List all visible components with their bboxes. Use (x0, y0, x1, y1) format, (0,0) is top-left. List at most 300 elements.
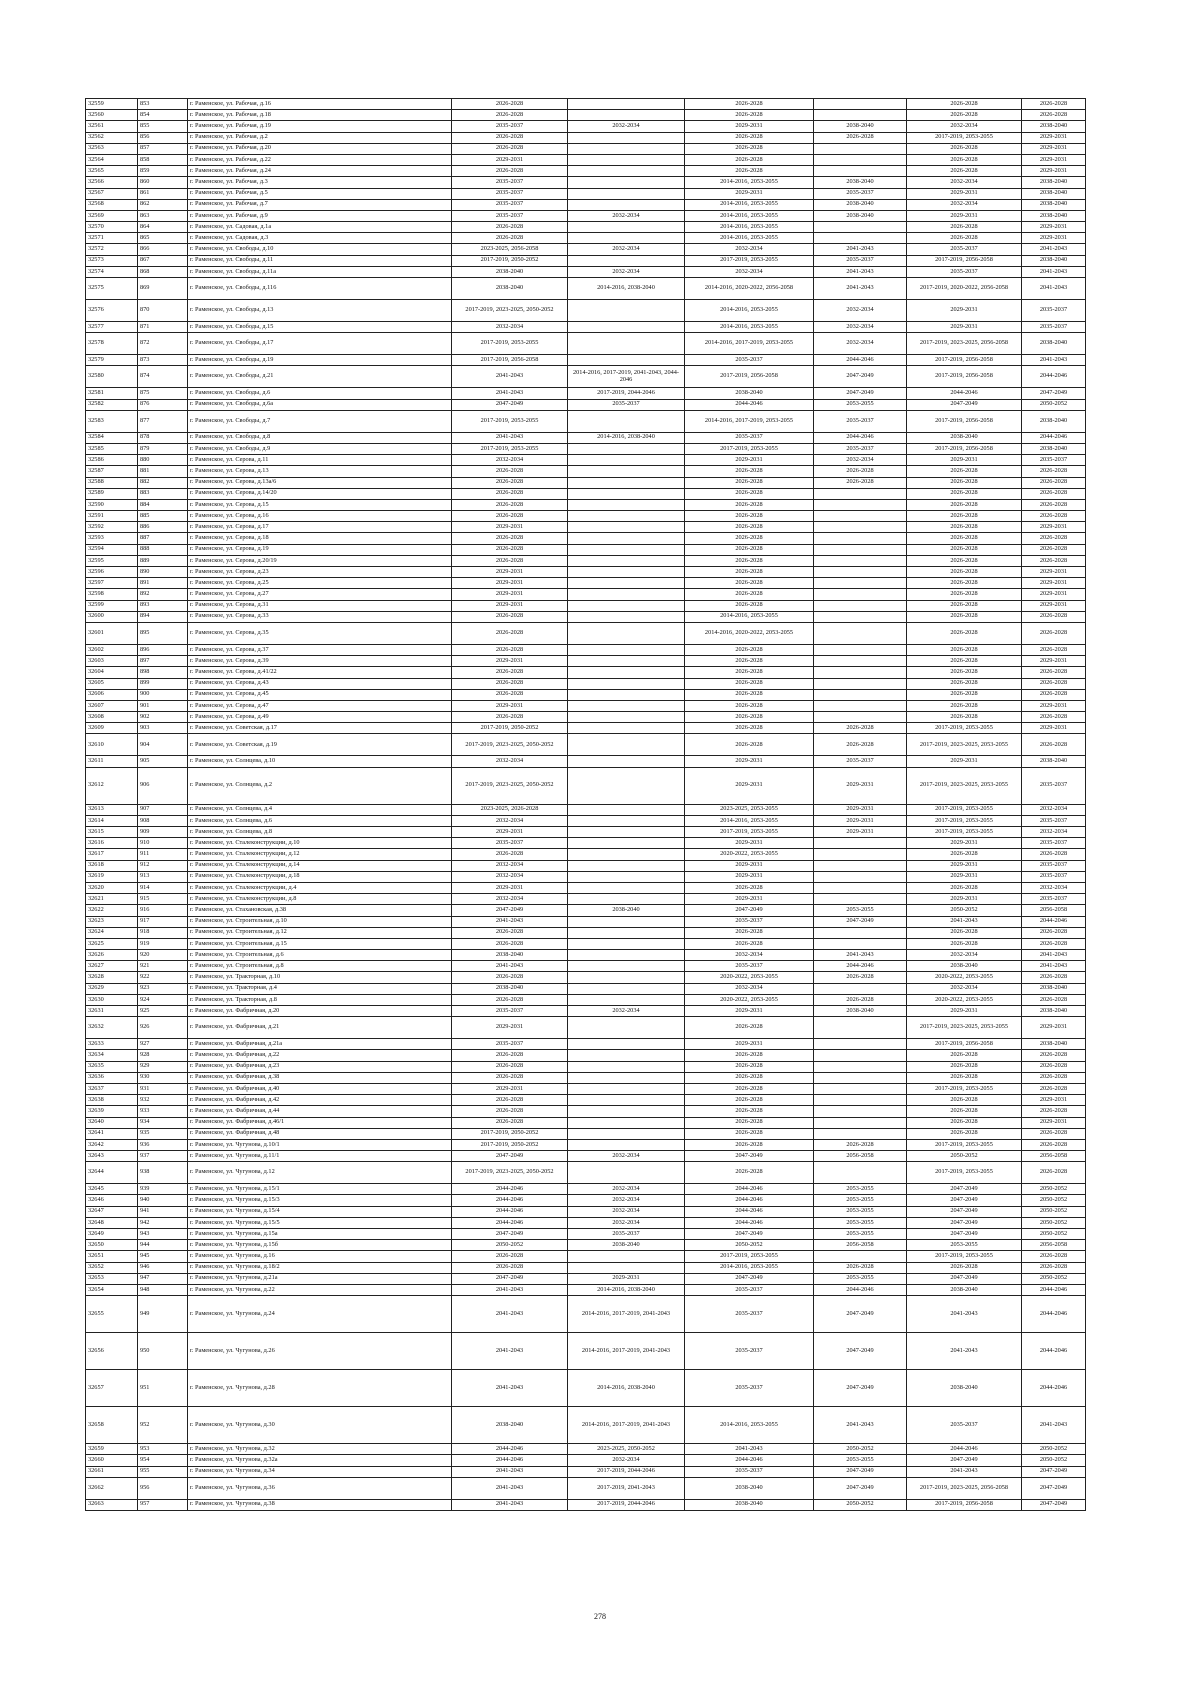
period-3-cell: 2026-2028 (685, 927, 814, 938)
period-5-cell: 2020-2022, 2053-2055 (907, 972, 1022, 983)
period-6-cell: 2044-2046 (1022, 432, 1086, 443)
period-1-cell: 2035-2037 (452, 1039, 568, 1050)
period-1-cell: 2029-2031 (452, 154, 568, 165)
period-1-cell: 2026-2028 (452, 110, 568, 121)
period-5-cell: 2029-2031 (907, 1006, 1022, 1017)
period-6-cell: 2038-2040 (1022, 188, 1086, 199)
period-5-cell: 2017-2019, 2023-2025, 2053-2055 (907, 1017, 1022, 1039)
period-6-cell: 2050-2052 (1022, 1273, 1086, 1284)
period-5-cell: 2026-2028 (907, 1117, 1022, 1128)
period-1-cell: 2050-2052 (452, 1240, 568, 1251)
period-2-cell (568, 567, 685, 578)
table-row (86, 860, 1086, 871)
address-cell: г. Раменское, ул. Строительная, д.12 (188, 927, 452, 938)
table-row (86, 166, 1086, 177)
period-5-cell: 2029-2031 (907, 455, 1022, 466)
period-5-cell: 2032-2034 (907, 121, 1022, 132)
address-cell: г. Раменское, ул. Серова, д.13 (188, 466, 452, 477)
period-3-cell: 2026-2028 (685, 589, 814, 600)
row-number-cell: 877 (138, 410, 188, 432)
table-row (86, 388, 1086, 399)
period-6-cell: 2026-2028 (1022, 544, 1086, 555)
record-id-cell: 32651 (86, 1251, 138, 1262)
period-4-cell (814, 533, 907, 544)
record-id-cell: 32614 (86, 815, 138, 826)
row-number-cell: 904 (138, 734, 188, 756)
period-4-cell (814, 499, 907, 510)
period-4-cell: 2035-2037 (814, 443, 907, 454)
period-4-cell: 2041-2043 (814, 1407, 907, 1444)
period-5-cell: 2017-2019, 2056-2058 (907, 366, 1022, 388)
period-1-cell: 2026-2028 (452, 644, 568, 655)
period-1-cell: 2035-2037 (452, 210, 568, 221)
period-1-cell: 2023-2025, 2056-2058 (452, 244, 568, 255)
table-row (86, 333, 1086, 355)
address-cell: г. Раменское, ул. Серова, д.23 (188, 567, 452, 578)
period-2-cell (568, 1095, 685, 1106)
period-1-cell: 2029-2031 (452, 567, 568, 578)
record-id-cell: 32560 (86, 110, 138, 121)
period-6-cell: 2029-2031 (1022, 700, 1086, 711)
period-1-cell: 2038-2040 (452, 278, 568, 300)
row-number-cell: 894 (138, 611, 188, 622)
table-row (86, 143, 1086, 154)
period-4-cell (814, 544, 907, 555)
period-6-cell: 2026-2028 (1022, 734, 1086, 756)
period-4-cell (814, 511, 907, 522)
period-1-cell: 2032-2034 (452, 756, 568, 767)
period-5-cell: 2029-2031 (907, 188, 1022, 199)
table-row (86, 222, 1086, 233)
period-5-cell: 2041-2043 (907, 1466, 1022, 1477)
period-2-cell: 2014-2016, 2017-2019, 2041-2043 (568, 1407, 685, 1444)
period-3-cell: 2014-2016, 2053-2055 (685, 210, 814, 221)
period-2-cell (568, 333, 685, 355)
period-1-cell: 2026-2028 (452, 555, 568, 566)
period-1-cell: 2026-2028 (452, 689, 568, 700)
period-2-cell (568, 1162, 685, 1184)
period-2-cell (568, 1072, 685, 1083)
row-number-cell: 908 (138, 815, 188, 826)
period-4-cell (814, 567, 907, 578)
period-1-cell: 2026-2028 (452, 1106, 568, 1117)
table-row (86, 466, 1086, 477)
period-1-cell: 2035-2037 (452, 838, 568, 849)
period-3-cell: 2014-2016, 2053-2055 (685, 1407, 814, 1444)
period-6-cell: 2041-2043 (1022, 1407, 1086, 1444)
period-3-cell: 2020-2022, 2053-2055 (685, 994, 814, 1005)
row-number-cell: 957 (138, 1499, 188, 1510)
row-number-cell: 903 (138, 723, 188, 734)
row-number-cell: 923 (138, 983, 188, 994)
record-id-cell: 32631 (86, 1006, 138, 1017)
period-3-cell: 2029-2031 (685, 188, 814, 199)
period-2-cell (568, 1128, 685, 1139)
row-number-cell: 947 (138, 1273, 188, 1284)
period-3-cell: 2038-2040 (685, 388, 814, 399)
period-1-cell: 2029-2031 (452, 1083, 568, 1094)
row-number-cell: 930 (138, 1072, 188, 1083)
row-number-cell: 905 (138, 756, 188, 767)
period-3-cell: 2026-2028 (685, 544, 814, 555)
period-4-cell: 2053-2055 (814, 1184, 907, 1195)
address-cell: г. Раменское, ул. Садовая, д.3 (188, 233, 452, 244)
row-number-cell: 936 (138, 1139, 188, 1150)
period-5-cell: 2050-2052 (907, 1151, 1022, 1162)
table-row (86, 1217, 1086, 1228)
period-1-cell: 2035-2037 (452, 199, 568, 210)
record-id-cell: 32572 (86, 244, 138, 255)
period-2-cell: 2029-2031 (568, 1273, 685, 1284)
period-5-cell: 2026-2028 (907, 99, 1022, 110)
period-1-cell: 2017-2019, 2023-2025, 2050-2052 (452, 300, 568, 322)
record-id-cell: 32648 (86, 1217, 138, 1228)
period-5-cell: 2026-2028 (907, 656, 1022, 667)
address-cell: г. Раменское, ул. Чугунова, д.36 (188, 1477, 452, 1499)
row-number-cell: 920 (138, 950, 188, 961)
period-2-cell (568, 871, 685, 882)
period-3-cell: 2026-2028 (685, 1162, 814, 1184)
period-1-cell: 2041-2043 (452, 916, 568, 927)
period-6-cell: 2044-2046 (1022, 366, 1086, 388)
record-id-cell: 32574 (86, 266, 138, 277)
record-id-cell: 32613 (86, 804, 138, 815)
address-cell: г. Раменское, ул. Серова, д.37 (188, 644, 452, 655)
period-4-cell (814, 589, 907, 600)
period-3-cell: 2029-2031 (685, 455, 814, 466)
period-3-cell: 2026-2028 (685, 734, 814, 756)
period-3-cell: 2047-2049 (685, 1229, 814, 1240)
record-id-cell: 32647 (86, 1206, 138, 1217)
period-2-cell (568, 1061, 685, 1072)
row-number-cell: 925 (138, 1006, 188, 1017)
period-4-cell (814, 488, 907, 499)
period-4-cell: 2026-2028 (814, 994, 907, 1005)
table-row (86, 278, 1086, 300)
row-number-cell: 899 (138, 678, 188, 689)
address-cell: г. Раменское, ул. Фабричная, д.44 (188, 1106, 452, 1117)
address-cell: г. Раменское, ул. Серова, д.49 (188, 712, 452, 723)
period-1-cell: 2026-2028 (452, 1050, 568, 1061)
period-1-cell: 2044-2046 (452, 1455, 568, 1466)
address-cell: г. Раменское, ул. Серова, д.43 (188, 678, 452, 689)
period-6-cell: 2029-2031 (1022, 656, 1086, 667)
period-3-cell: 2035-2037 (685, 961, 814, 972)
period-5-cell: 2026-2028 (907, 611, 1022, 622)
row-number-cell: 866 (138, 244, 188, 255)
period-3-cell: 2026-2028 (685, 600, 814, 611)
period-6-cell: 2026-2028 (1022, 689, 1086, 700)
period-3-cell: 2020-2022, 2053-2055 (685, 972, 814, 983)
row-number-cell: 891 (138, 578, 188, 589)
table-row (86, 1273, 1086, 1284)
period-3-cell: 2026-2028 (685, 154, 814, 165)
record-id-cell: 32660 (86, 1455, 138, 1466)
table-row (86, 1151, 1086, 1162)
period-2-cell: 2017-2019, 2044-2046 (568, 1466, 685, 1477)
period-2-cell (568, 916, 685, 927)
period-5-cell: 2047-2049 (907, 1217, 1022, 1228)
record-id-cell: 32610 (86, 734, 138, 756)
record-id-cell: 32576 (86, 300, 138, 322)
period-1-cell: 2017-2019, 2053-2055 (452, 443, 568, 454)
period-6-cell: 2038-2040 (1022, 1006, 1086, 1017)
period-1-cell: 2026-2028 (452, 622, 568, 644)
period-4-cell (814, 110, 907, 121)
period-5-cell: 2047-2049 (907, 1455, 1022, 1466)
period-6-cell: 2050-2052 (1022, 1206, 1086, 1217)
table-row (86, 734, 1086, 756)
period-3-cell: 2020-2022, 2053-2055 (685, 849, 814, 860)
period-5-cell: 2026-2028 (907, 1262, 1022, 1273)
period-5-cell: 2026-2028 (907, 938, 1022, 949)
record-id-cell: 32659 (86, 1444, 138, 1455)
period-3-cell: 2029-2031 (685, 1006, 814, 1017)
period-5-cell: 2053-2055 (907, 1240, 1022, 1251)
period-5-cell: 2026-2028 (907, 477, 1022, 488)
period-4-cell: 2047-2049 (814, 1296, 907, 1333)
period-6-cell: 2029-2031 (1022, 166, 1086, 177)
period-4-cell: 2053-2055 (814, 1195, 907, 1206)
period-4-cell (814, 938, 907, 949)
period-5-cell: 2029-2031 (907, 322, 1022, 333)
period-1-cell: 2047-2049 (452, 1273, 568, 1284)
period-2-cell (568, 1106, 685, 1117)
period-4-cell: 2029-2031 (814, 767, 907, 804)
period-6-cell: 2050-2052 (1022, 1455, 1086, 1466)
record-id-cell: 32644 (86, 1162, 138, 1184)
period-5-cell: 2026-2028 (907, 522, 1022, 533)
row-number-cell: 880 (138, 455, 188, 466)
table-row (86, 1455, 1086, 1466)
record-id-cell: 32617 (86, 849, 138, 860)
record-id-cell: 32654 (86, 1284, 138, 1295)
address-cell: г. Раменское, ул. Серова, д.19 (188, 544, 452, 555)
period-6-cell: 2041-2043 (1022, 355, 1086, 366)
record-id-cell: 32586 (86, 455, 138, 466)
period-4-cell (814, 656, 907, 667)
address-cell: г. Раменское, ул. Серова, д.20/19 (188, 555, 452, 566)
period-3-cell: 2017-2019, 2053-2055 (685, 443, 814, 454)
period-5-cell: 2029-2031 (907, 894, 1022, 905)
period-1-cell: 2029-2031 (452, 827, 568, 838)
period-3-cell: 2023-2025, 2053-2055 (685, 804, 814, 815)
address-cell: г. Раменское, ул. Рабочая, д.3 (188, 177, 452, 188)
period-2-cell (568, 1262, 685, 1273)
period-1-cell: 2041-2043 (452, 432, 568, 443)
address-cell: г. Раменское, ул. Чугунова, д.15/3 (188, 1195, 452, 1206)
period-5-cell: 2026-2028 (907, 166, 1022, 177)
address-cell: г. Раменское, ул. Фабричная, д.23 (188, 1061, 452, 1072)
period-3-cell: 2029-2031 (685, 860, 814, 871)
period-4-cell (814, 1061, 907, 1072)
table-row (86, 488, 1086, 499)
period-6-cell: 2026-2028 (1022, 1106, 1086, 1117)
period-6-cell: 2026-2028 (1022, 466, 1086, 477)
address-cell: г. Раменское, ул. Серова, д.17 (188, 522, 452, 533)
period-6-cell: 2026-2028 (1022, 1251, 1086, 1262)
period-5-cell: 2041-2043 (907, 916, 1022, 927)
period-6-cell: 2032-2034 (1022, 827, 1086, 838)
address-cell: г. Раменское, ул. Свободы, д.6а (188, 399, 452, 410)
period-4-cell: 2041-2043 (814, 278, 907, 300)
period-1-cell: 2026-2028 (452, 1251, 568, 1262)
period-4-cell: 2050-2052 (814, 1499, 907, 1510)
period-5-cell: 2026-2028 (907, 143, 1022, 154)
address-cell: г. Раменское, ул. Рабочая, д.19 (188, 121, 452, 132)
period-6-cell: 2026-2028 (1022, 611, 1086, 622)
period-4-cell: 2035-2037 (814, 188, 907, 199)
period-6-cell: 2044-2046 (1022, 1333, 1086, 1370)
period-3-cell: 2014-2016, 2020-2022, 2053-2055 (685, 622, 814, 644)
period-3-cell: 2026-2028 (685, 667, 814, 678)
table-row (86, 1017, 1086, 1039)
period-2-cell (568, 961, 685, 972)
period-5-cell: 2026-2028 (907, 233, 1022, 244)
period-3-cell: 2017-2019, 2056-2058 (685, 366, 814, 388)
period-2-cell: 2023-2025, 2050-2052 (568, 1444, 685, 1455)
period-6-cell: 2026-2028 (1022, 99, 1086, 110)
address-cell: г. Раменское, ул. Фабричная, д.40 (188, 1083, 452, 1094)
address-cell: г. Раменское, ул. Сталеконструкции, д.12 (188, 849, 452, 860)
row-number-cell: 865 (138, 233, 188, 244)
address-cell: г. Раменское, ул. Серова, д.33 (188, 611, 452, 622)
table-row (86, 1333, 1086, 1370)
period-2-cell (568, 994, 685, 1005)
row-number-cell: 862 (138, 199, 188, 210)
address-cell: г. Раменское, ул. Свободы, д.17 (188, 333, 452, 355)
address-cell: г. Раменское, ул. Серова, д.39 (188, 656, 452, 667)
period-1-cell: 2032-2034 (452, 860, 568, 871)
period-6-cell: 2038-2040 (1022, 983, 1086, 994)
period-6-cell: 2026-2028 (1022, 1262, 1086, 1273)
row-number-cell: 875 (138, 388, 188, 399)
period-6-cell: 2026-2028 (1022, 712, 1086, 723)
address-cell: г. Раменское, ул. Чугунова, д.15/4 (188, 1206, 452, 1217)
period-5-cell: 2041-2043 (907, 1333, 1022, 1370)
period-1-cell: 2026-2028 (452, 1262, 568, 1273)
record-id-cell: 32640 (86, 1117, 138, 1128)
table-row (86, 589, 1086, 600)
period-4-cell (814, 233, 907, 244)
address-cell: г. Раменское, ул. Чугунова, д.18/2 (188, 1262, 452, 1273)
period-4-cell: 2029-2031 (814, 827, 907, 838)
table-row (86, 255, 1086, 266)
period-5-cell: 2026-2028 (907, 578, 1022, 589)
row-number-cell: 932 (138, 1095, 188, 1106)
address-cell: г. Раменское, ул. Чугунова, д.26 (188, 1333, 452, 1370)
row-number-cell: 918 (138, 927, 188, 938)
record-id-cell: 32595 (86, 555, 138, 566)
address-cell: г. Раменское, ул. Тракторная, д.4 (188, 983, 452, 994)
row-number-cell: 929 (138, 1061, 188, 1072)
address-cell: г. Раменское, ул. Рабочая, д.18 (188, 110, 452, 121)
row-number-cell: 854 (138, 110, 188, 121)
table-row (86, 1251, 1086, 1262)
table-row (86, 1407, 1086, 1444)
period-4-cell: 2038-2040 (814, 210, 907, 221)
address-cell: г. Раменское, ул. Серова, д.35 (188, 622, 452, 644)
record-id-cell: 32618 (86, 860, 138, 871)
period-6-cell: 2026-2028 (1022, 927, 1086, 938)
period-6-cell: 2029-2031 (1022, 233, 1086, 244)
period-3-cell: 2029-2031 (685, 121, 814, 132)
period-4-cell (814, 678, 907, 689)
period-2-cell (568, 849, 685, 860)
table-row (86, 399, 1086, 410)
period-6-cell: 2026-2028 (1022, 1072, 1086, 1083)
record-id-cell: 32588 (86, 477, 138, 488)
period-4-cell: 2035-2037 (814, 410, 907, 432)
row-number-cell: 873 (138, 355, 188, 366)
period-4-cell (814, 712, 907, 723)
period-1-cell: 2044-2046 (452, 1444, 568, 1455)
period-1-cell: 2026-2028 (452, 1061, 568, 1072)
address-cell: г. Раменское, ул. Рабочая, д.2 (188, 132, 452, 143)
period-2-cell (568, 511, 685, 522)
period-5-cell: 2017-2019, 2053-2055 (907, 723, 1022, 734)
period-2-cell: 2014-2016, 2038-2040 (568, 1370, 685, 1407)
period-6-cell: 2026-2028 (1022, 849, 1086, 860)
period-2-cell (568, 578, 685, 589)
period-2-cell (568, 723, 685, 734)
period-4-cell (814, 222, 907, 233)
period-6-cell: 2041-2043 (1022, 961, 1086, 972)
address-cell: г. Раменское, ул. Строительная, д.15 (188, 938, 452, 949)
period-6-cell: 2026-2028 (1022, 667, 1086, 678)
period-3-cell: 2044-2046 (685, 1184, 814, 1195)
row-number-cell: 888 (138, 544, 188, 555)
period-4-cell: 2044-2046 (814, 961, 907, 972)
row-number-cell: 861 (138, 188, 188, 199)
period-4-cell: 2047-2049 (814, 1333, 907, 1370)
period-4-cell: 2041-2043 (814, 950, 907, 961)
period-2-cell (568, 522, 685, 533)
table-row (86, 1050, 1086, 1061)
address-cell: г. Раменское, ул. Чугунова, д.32а (188, 1455, 452, 1466)
address-cell: г. Раменское, ул. Сталеконструкции, д.14 (188, 860, 452, 871)
period-2-cell (568, 1039, 685, 1050)
record-id-cell: 32627 (86, 961, 138, 972)
period-3-cell: 2026-2028 (685, 511, 814, 522)
period-1-cell: 2047-2049 (452, 1151, 568, 1162)
row-number-cell: 867 (138, 255, 188, 266)
period-6-cell: 2035-2037 (1022, 871, 1086, 882)
record-id-cell: 32642 (86, 1139, 138, 1150)
period-1-cell: 2026-2028 (452, 927, 568, 938)
period-3-cell: 2014-2016, 2053-2055 (685, 233, 814, 244)
period-1-cell: 2032-2034 (452, 871, 568, 882)
table-row (86, 983, 1086, 994)
record-id-cell: 32621 (86, 894, 138, 905)
table-row (86, 1095, 1086, 1106)
record-id-cell: 32564 (86, 154, 138, 165)
period-4-cell (814, 1162, 907, 1184)
period-6-cell: 2056-2058 (1022, 1151, 1086, 1162)
address-cell: г. Раменское, ул. Фабричная, д.20 (188, 1006, 452, 1017)
period-6-cell: 2026-2028 (1022, 1128, 1086, 1139)
period-1-cell: 2026-2028 (452, 533, 568, 544)
period-4-cell (814, 689, 907, 700)
period-5-cell: 2032-2034 (907, 983, 1022, 994)
record-id-cell: 32559 (86, 99, 138, 110)
period-1-cell: 2026-2028 (452, 1072, 568, 1083)
record-id-cell: 32591 (86, 511, 138, 522)
table-row (86, 961, 1086, 972)
table-row (86, 1284, 1086, 1295)
period-1-cell: 2032-2034 (452, 815, 568, 826)
page-number: 278 (594, 1612, 606, 1621)
